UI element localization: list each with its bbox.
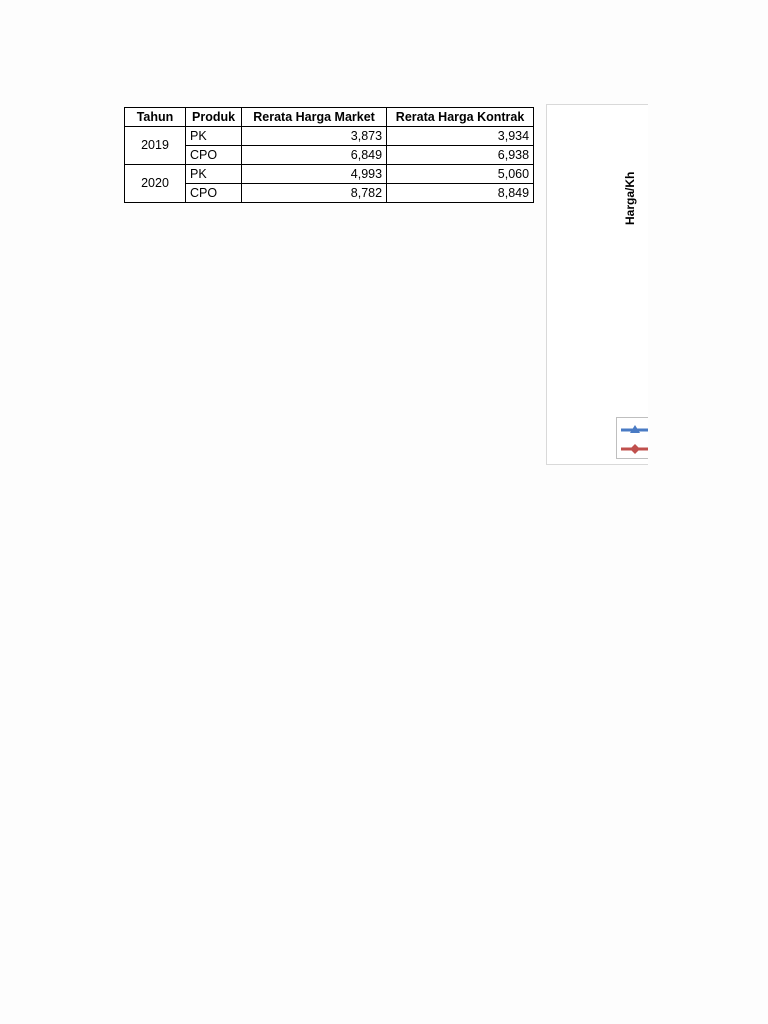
y-axis-title: Harga/Kh	[623, 171, 637, 225]
market-price-cell[interactable]: 4,993	[242, 165, 387, 184]
year-cell[interactable]: 2019	[125, 127, 186, 165]
table-row	[125, 146, 534, 165]
market-price-cell[interactable]: 3,873	[242, 127, 387, 146]
year-cell[interactable]: 2020	[125, 165, 186, 203]
legend-entry	[619, 442, 648, 456]
contract-price-cell[interactable]: 6,938	[387, 146, 534, 165]
header-tahun[interactable]: Tahun	[125, 108, 186, 127]
legend-entry	[619, 423, 648, 437]
product-cell[interactable]: PK	[186, 127, 242, 146]
table-header-row	[125, 108, 534, 127]
market-price-cell[interactable]: 6,849	[242, 146, 387, 165]
price-table	[124, 107, 534, 203]
product-cell[interactable]: PK	[186, 165, 242, 184]
table-row	[125, 127, 534, 146]
header-produk[interactable]: Produk	[186, 108, 242, 127]
header-rerata-harga-kontrak[interactable]: Rerata Harga Kontrak	[387, 108, 534, 127]
triangle-marker-icon	[619, 423, 648, 437]
market-price-cell[interactable]: 8,782	[242, 184, 387, 203]
diamond-marker	[630, 444, 640, 454]
contract-price-cell[interactable]: 3,934	[387, 127, 534, 146]
table-row	[125, 165, 534, 184]
table-row	[125, 184, 534, 203]
diamond-marker-icon	[619, 442, 648, 456]
header-rerata-harga-market[interactable]: Rerata Harga Market	[242, 108, 387, 127]
contract-price-cell[interactable]: 5,060	[387, 165, 534, 184]
product-cell[interactable]: CPO	[186, 146, 242, 165]
product-cell[interactable]: CPO	[186, 184, 242, 203]
contract-price-cell[interactable]: 8,849	[387, 184, 534, 203]
chart-legend[interactable]	[616, 417, 648, 459]
price-chart[interactable]	[546, 104, 648, 465]
